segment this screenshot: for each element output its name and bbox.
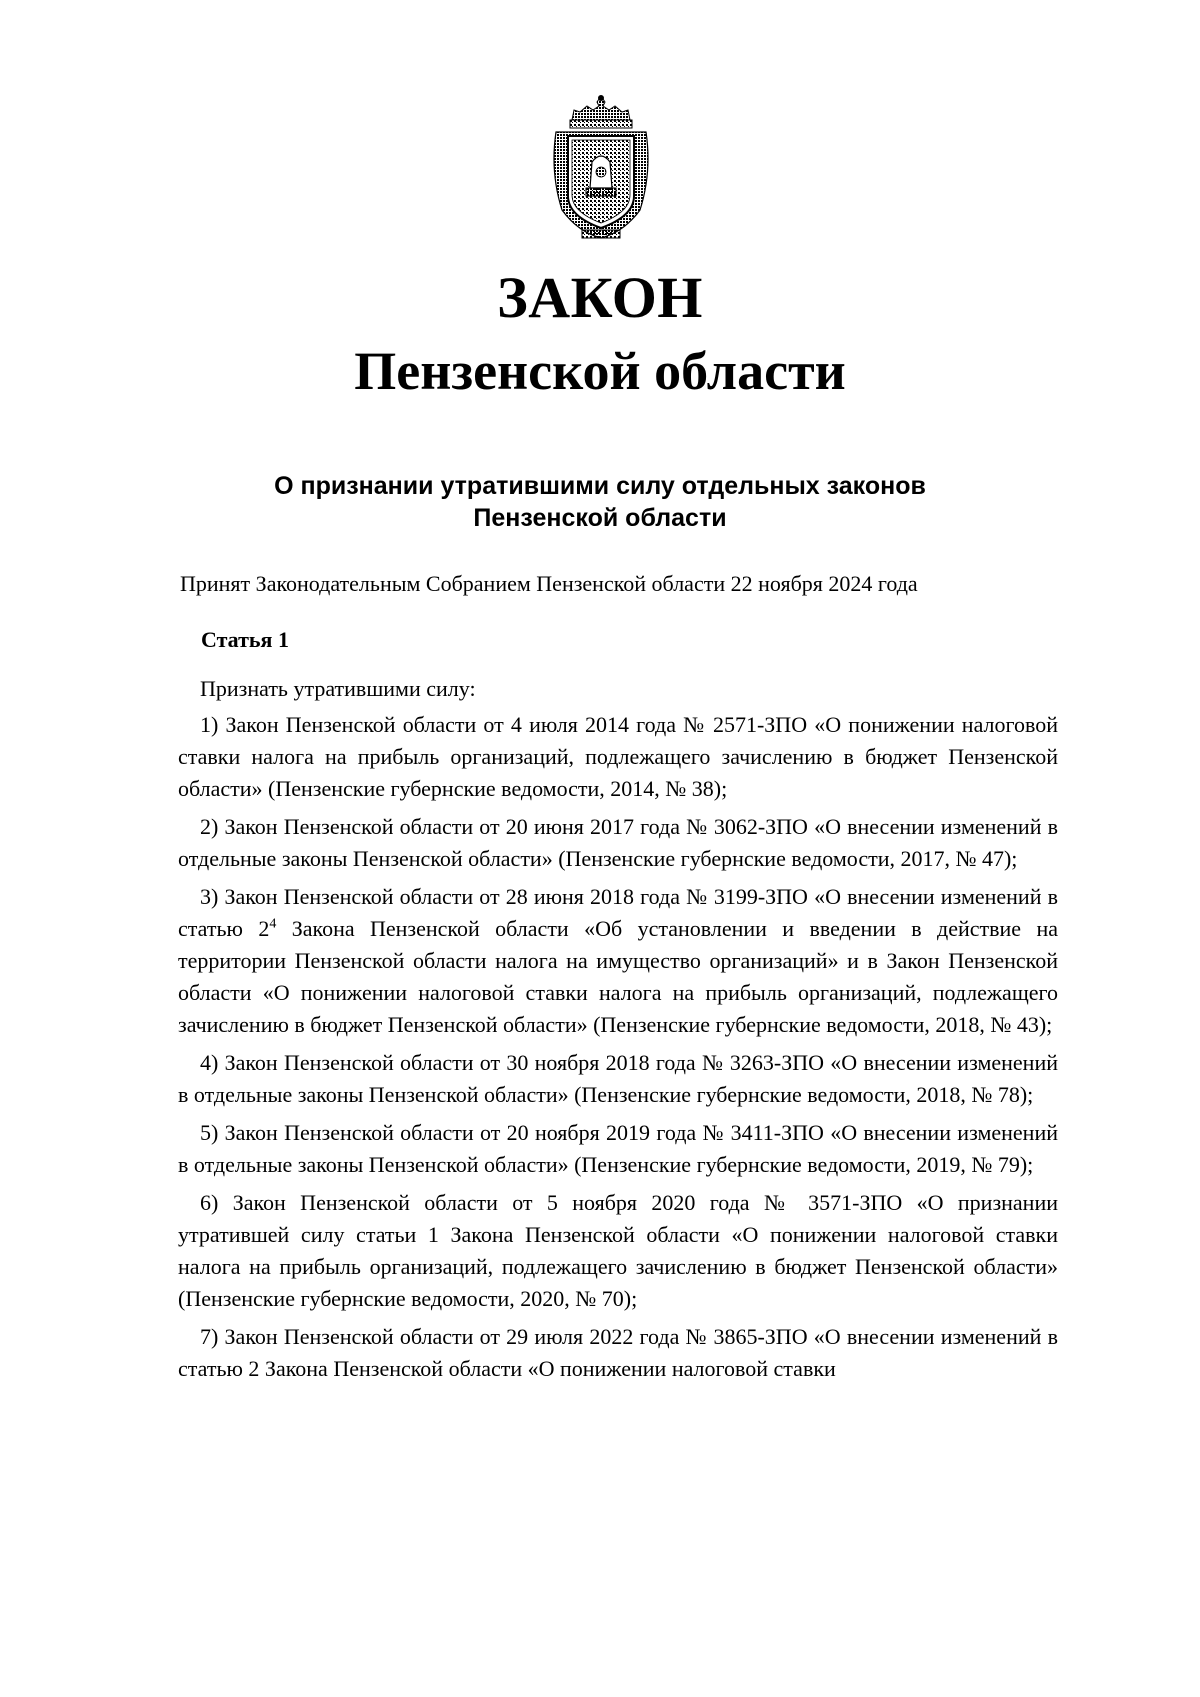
law-title: ЗАКОН — [497, 265, 703, 330]
superscript: 4 — [269, 916, 277, 932]
list-item — [178, 881, 1058, 1041]
document-heading-line: Пензенской области — [473, 504, 727, 532]
list-item: 6) Закон Пензенской области от 5 ноября 2020 года № 3571-ЗПО «О признании утратившей силу статьи 1 Закона Пензенской области «О понижении налоговой ставки налога на прибыль организаций, подлежащего зачислению в бюджет Пензенской области» (Пензенские губернские ведомости, 2020, № 70); — [178, 1190, 1058, 1311]
law-subtitle: Пензенской области — [354, 341, 846, 401]
list-item-text: 3) Закон Пензенской области от 28 июня 2018 года № 3199-ЗПО «О внесении изменений в статью 2 — [178, 884, 1058, 941]
list-item: 4) Закон Пензенской области от 30 ноября 2018 года № 3263-ЗПО «О внесении изменений в отдельные законы Пензенской области» (Пензенские губернские ведомости, 2018, № 78); — [178, 1050, 1058, 1107]
coat-of-arms-icon — [542, 92, 660, 242]
list-item-text: Закона Пензенской области «Об установлении и введении в действие на территории Пензенской области налога на имущество организаций» и в Закон Пензенской области «О понижении налоговой ставки налога на прибыль организаций, подлежащего зачислению в бюджет Пензенской области» (Пензенские губернские ведомости, 2018, № 43); — [178, 916, 1058, 1037]
adoption-note: Принят Законодательным Собранием Пензенской области 22 ноября 2024 года — [180, 571, 918, 596]
article-intro: Признать утратившими силу: — [200, 676, 476, 701]
list-item: 5) Закон Пензенской области от 20 ноября 2019 года № 3411-ЗПО «О внесении изменений в отдельные законы Пензенской области» (Пензенские губернские ведомости, 2019, № 79); — [178, 1120, 1058, 1177]
list-item: 7) Закон Пензенской области от 29 июля 2022 года № 3865-ЗПО «О внесении изменений в статью 2 Закона Пензенской области «О понижении налоговой ставки — [178, 1324, 1058, 1381]
list-item: 2) Закон Пензенской области от 20 июня 2017 года № 3062-ЗПО «О внесении изменений в отдельные законы Пензенской области» (Пензенские губернские ведомости, 2017, № 47); — [178, 814, 1058, 871]
article-body — [178, 673, 1058, 1391]
document-heading — [160, 470, 1040, 534]
document-heading-line: О признании утратившими силу отдельных законов — [274, 472, 926, 500]
article-heading: Статья 1 — [201, 627, 289, 652]
list-item: 1) Закон Пензенской области от 4 июля 2014 года № 2571-ЗПО «О понижении налоговой ставки налога на прибыль организаций, подлежащего зачислению в бюджет Пензенской области» (Пензенские губернские ведомости, 2014, № 38); — [178, 712, 1058, 801]
